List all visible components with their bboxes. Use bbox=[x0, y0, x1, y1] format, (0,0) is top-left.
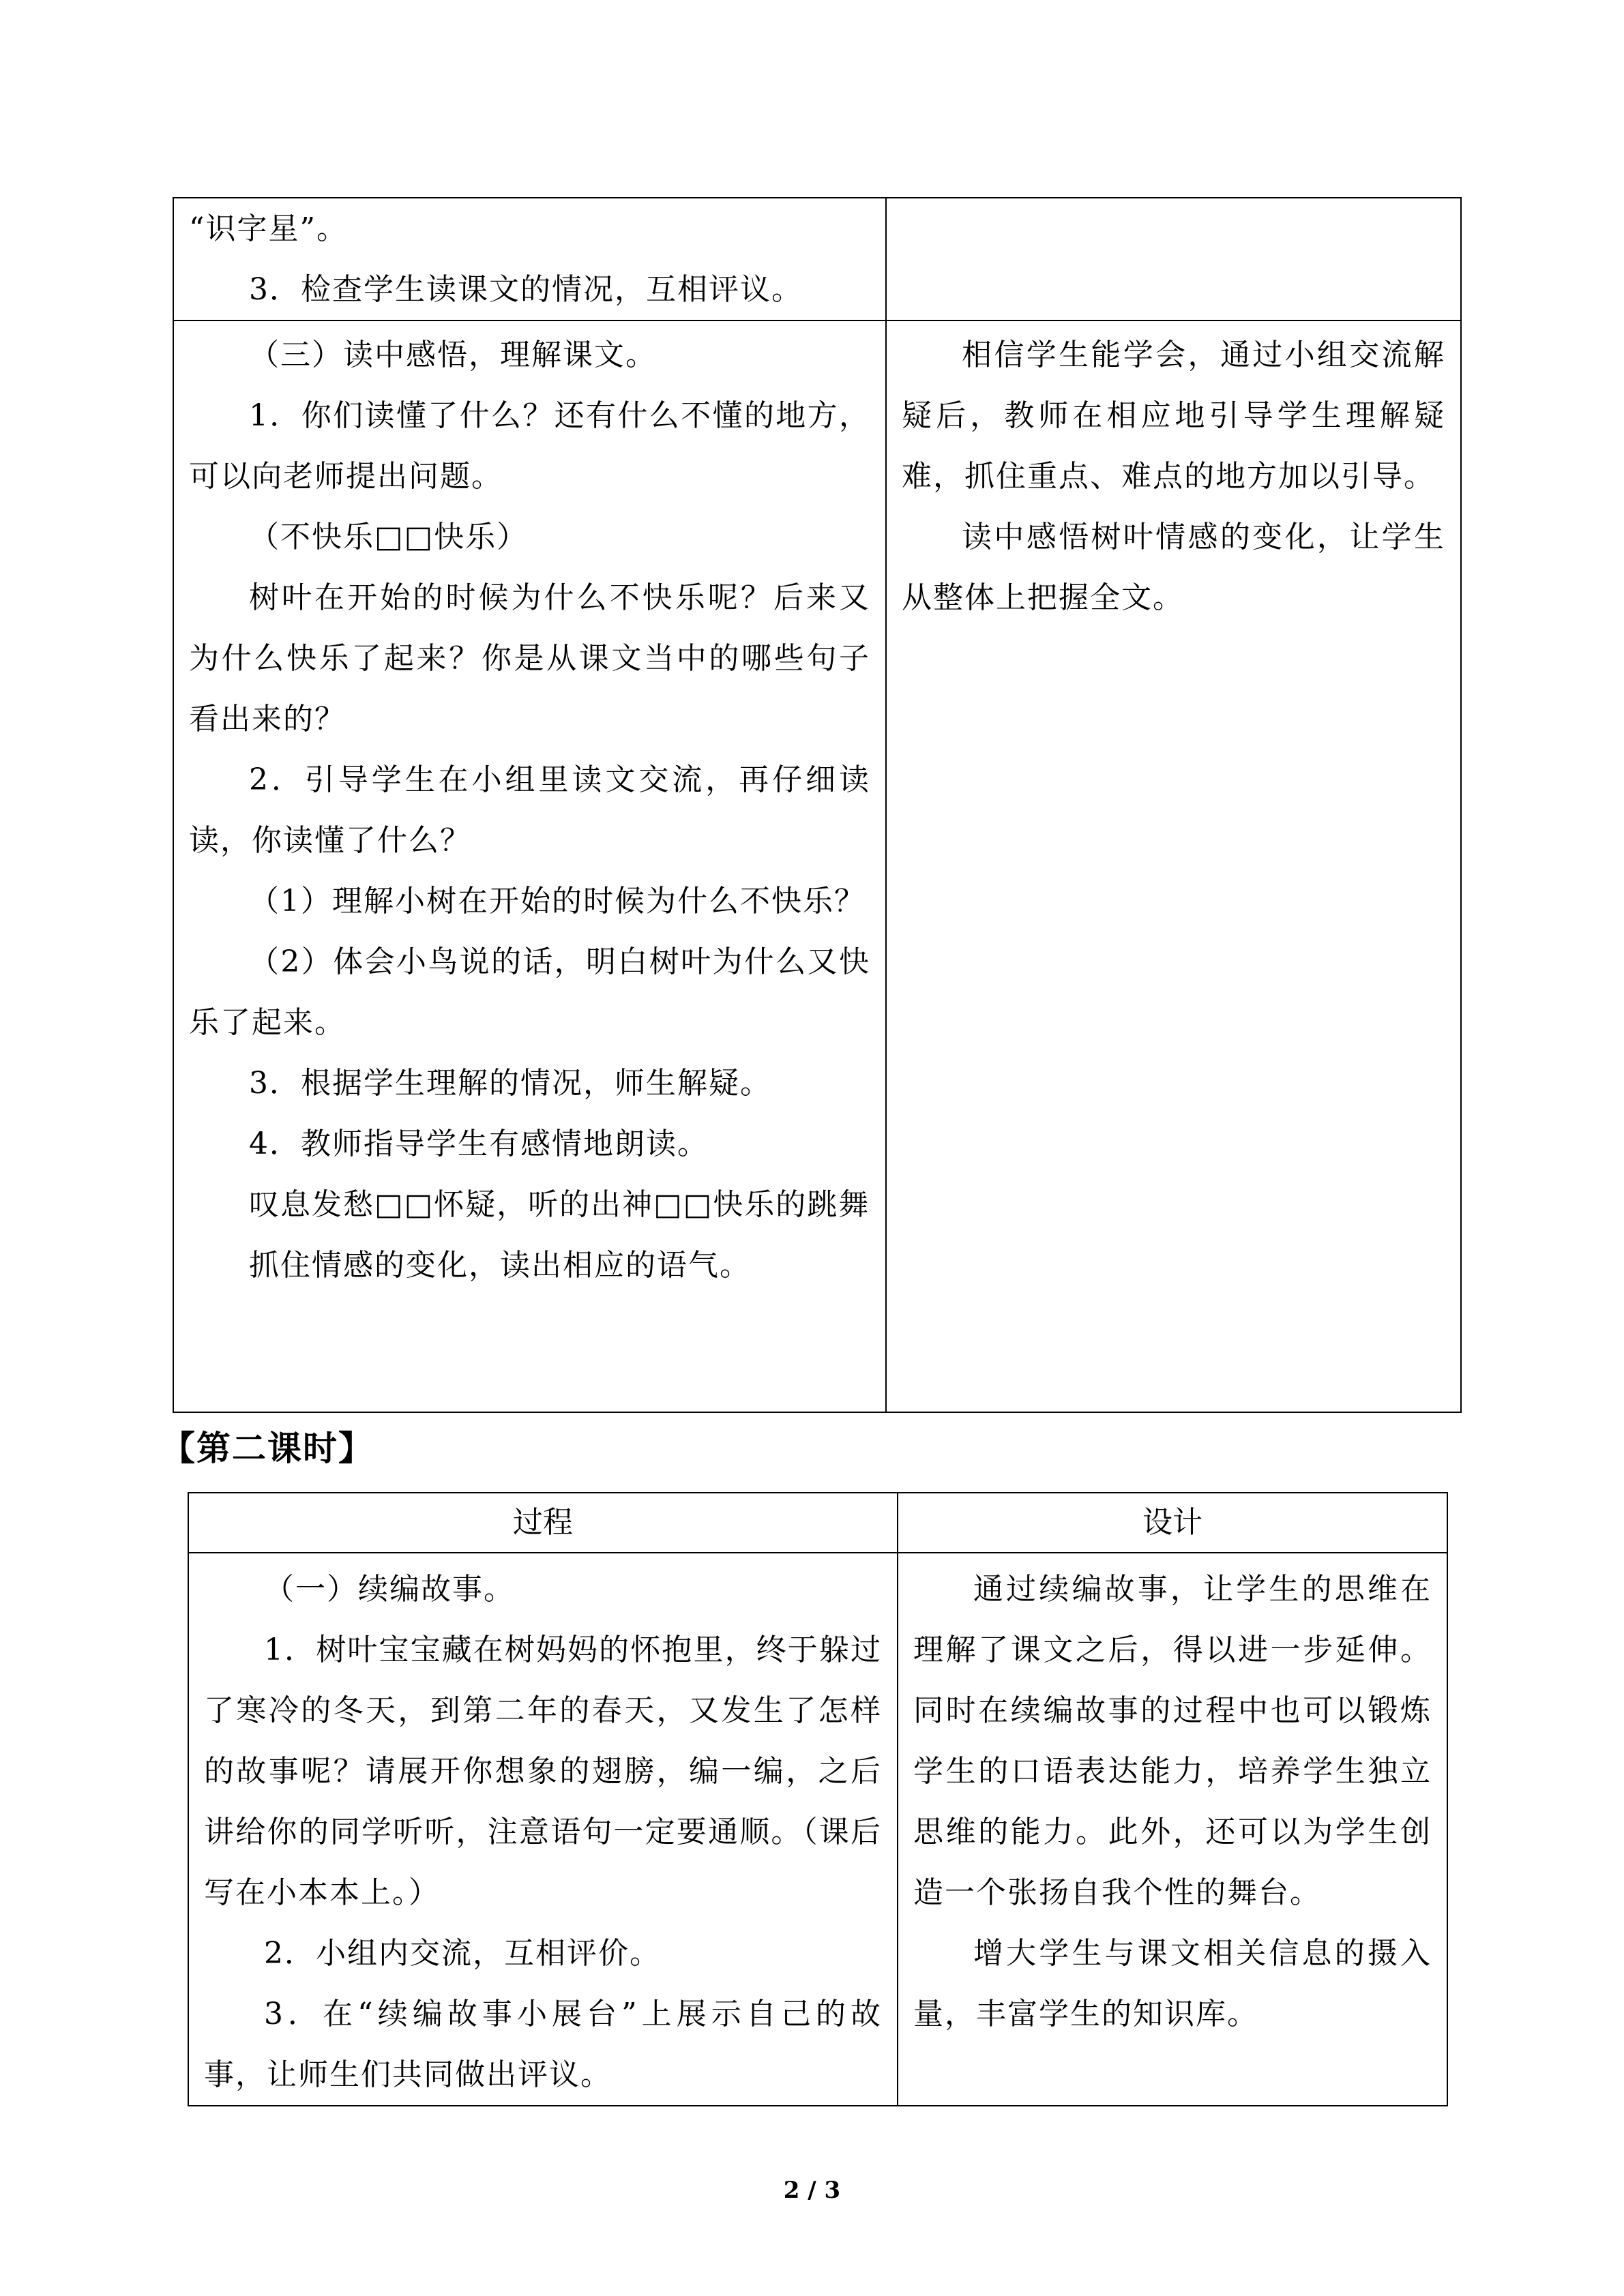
column-header-process: 过程 bbox=[188, 1493, 898, 1553]
text-line: 叹息发愁□□怀疑，听的出神□□快乐的跳舞 bbox=[249, 1187, 870, 1222]
text-line: 3．根据学生理解的情况，师生解疑。 bbox=[249, 1066, 771, 1101]
process-cell bbox=[173, 198, 886, 320]
column-header-design: 设计 bbox=[898, 1493, 1447, 1553]
text-line: “识字星”。 bbox=[189, 211, 348, 246]
text-line: 4．教师指导学生有感情地朗读。 bbox=[249, 1127, 709, 1161]
page-number: 2 / 3 bbox=[783, 2177, 841, 2204]
text-line: 2．小组内交流，互相评价。 bbox=[264, 1936, 661, 1971]
table-header-row bbox=[188, 1493, 1447, 1553]
section-heading: 【第二课时】 bbox=[161, 1429, 374, 1468]
table-row bbox=[188, 1553, 1447, 2106]
text-line: 树叶在开始的时候为什么不快乐呢？后来又为什么快乐了起来？你是从课文当中的哪些句子看出来的？ bbox=[189, 580, 870, 736]
text-line: 1．树叶宝宝藏在树妈妈的怀抱里，终于躲过了寒冷的冬天，到第二年的春天，又发生了怎样的故事呢？请展开你想象的翅膀，编一编，之后讲给你的同学听听，注意语句一定要通顺。（课后写在小本本上。） bbox=[204, 1632, 882, 1910]
text-line: （三）读中感悟，理解课文。 bbox=[249, 338, 657, 372]
text-line: 相信学生能学会，通过小组交流解疑后，教师在相应地引导学生理解疑难，抓住重点、难点的地方加以引导。 bbox=[902, 338, 1445, 494]
text-line: 读中感悟树叶情感的变化，让学生从整体上把握全文。 bbox=[902, 520, 1445, 615]
text-line: 3．在“续编故事小展台”上展示自己的故事，让师生们共同做出评议。 bbox=[204, 1997, 882, 2092]
text-line: 通过续编故事，让学生的思维在理解了课文之后，得以进一步延伸。同时在续编故事的过程中也可以锻炼学生的口语表达能力，培养学生独立思维的能力。此外，还可以为学生创造一个张扬自我个性的舞台。 bbox=[913, 1572, 1432, 1910]
text-line: 3．检查学生读课文的情况，互相评议。 bbox=[249, 272, 803, 307]
text-line: 2．引导学生在小组里读文交流，再仔细读读，你读懂了什么？ bbox=[189, 762, 870, 858]
design-cell bbox=[898, 1553, 1447, 2106]
lesson-table-2 bbox=[188, 1492, 1448, 2106]
text-line: （一）续编故事。 bbox=[264, 1572, 515, 1607]
design-cell bbox=[886, 198, 1461, 320]
text-line: 抓住情感的变化，读出相应的语气。 bbox=[249, 1248, 751, 1283]
text-line: （2）体会小鸟说的话，明白树叶为什么又快乐了起来。 bbox=[189, 944, 870, 1040]
lesson-table-1 bbox=[173, 197, 1462, 1413]
process-cell bbox=[173, 320, 886, 1412]
table-row bbox=[173, 198, 1461, 320]
text-line: （1）理解小树在开始的时候为什么不快乐？ bbox=[249, 884, 866, 919]
design-cell bbox=[886, 320, 1461, 1412]
table-row bbox=[173, 320, 1461, 1412]
text-line: 1．你们读懂了什么？还有什么不懂的地方，可以向老师提出问题。 bbox=[189, 398, 870, 494]
text-line: 增大学生与课文相关信息的摄入量，丰富学生的知识库。 bbox=[913, 1936, 1432, 2031]
text-line: （不快乐□□快乐） bbox=[249, 520, 529, 554]
process-cell bbox=[188, 1553, 898, 2106]
